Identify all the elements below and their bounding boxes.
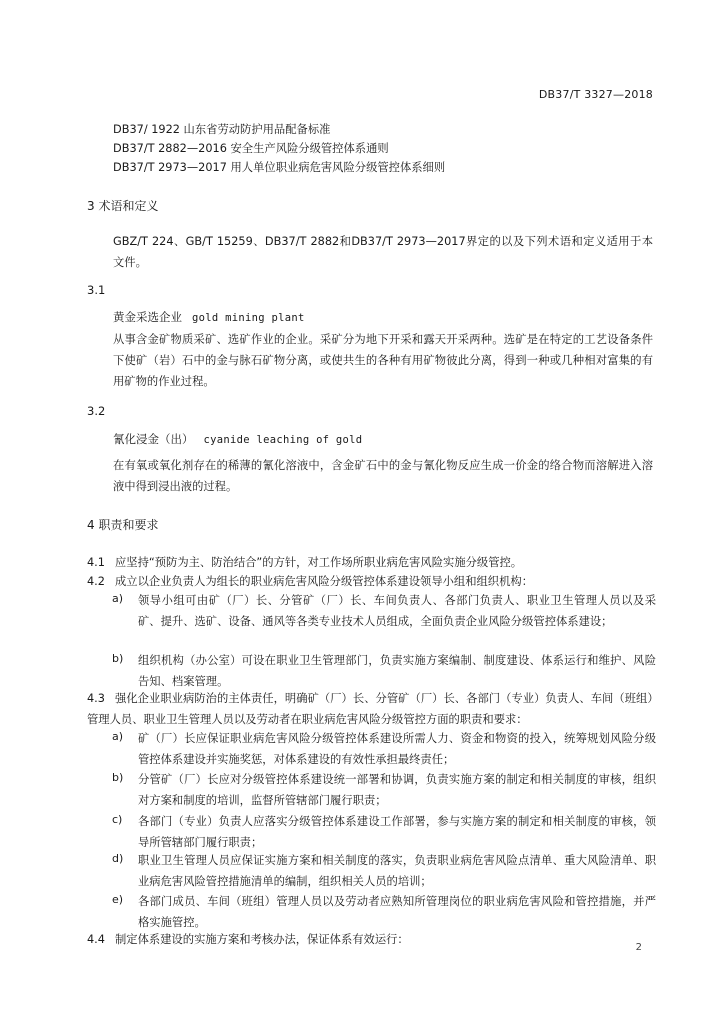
list-item-text: 分管矿（厂）长应对分级管控体系建设统一部署和协调，负责实施方案的制定和相关制度的审核，组织对方案和制度的培训，监督所管辖部门履行职责；	[138, 773, 656, 807]
list-item-text: 职业卫生管理人员应保证实施方案和相关制度的落实，负责职业病危害风险点清单、重大风险清单、职业病危害风险管控措施清单的编制，组织相关人员的培训；	[138, 854, 656, 888]
term-heading	[113, 431, 362, 447]
list-item-label: a)	[112, 592, 124, 605]
clause-text: 制定体系建设的实施方案和考核办法，保证体系有效运行：	[115, 933, 409, 946]
section-heading: 3 术语和定义	[87, 199, 159, 213]
clause-number: 4.3	[87, 692, 105, 705]
page-number: 2	[635, 942, 642, 953]
term-definition: 在有氧或氧化剂存在的稀薄的氰化溶液中，含金矿石中的金与氰化物反应生成一价金的络合物而溶解进入溶液中得到浸出液的过程。	[113, 459, 653, 493]
standard-code-header: DB37/T 3327—2018	[538, 88, 653, 101]
reference-item: DB37/ 1922 山东省劳动防护用品配备标准	[113, 123, 331, 136]
clause	[87, 688, 653, 730]
clause-number: 4.4	[87, 933, 105, 946]
term-english: cyanide leaching of gold	[203, 434, 363, 446]
term-chinese: 氰化浸金（出）	[113, 432, 194, 446]
clause	[87, 552, 653, 573]
list-item-label: b)	[112, 652, 124, 665]
clause	[87, 929, 653, 950]
clause-text: 成立以企业负责人为组长的职业病危害风险分级管控体系建设领导小组和组织机构：	[115, 575, 533, 588]
reference-item: DB37/T 2973—2017 用人单位职业病危害风险分级管控体系细则	[113, 161, 446, 174]
clause	[87, 571, 653, 592]
section-intro-paragraph: GBZ/T 224、GB/T 15259、DB37/T 2882和DB37/T 2973—2017界定的以及下列术语和定义适用于本文件。	[113, 235, 653, 269]
reference-item: DB37/T 2882—2016 安全生产风险分级管控体系通则	[113, 142, 389, 155]
term-definition: 从事含金矿物质采矿、选矿作业的企业。采矿分为地下开采和露天开采两种。选矿是在特定的工艺设备条件下使矿（岩）石中的金与脉石矿物分离，或使共生的各种有用矿物彼此分离，得到一种或几种相对富集的有用矿物的作业过程。	[113, 333, 653, 388]
list-item-text: 领导小组可由矿（厂）长、分管矿（厂）长、车间负责人、各部门负责人、职业卫生管理人员以及采矿、提升、选矿、设备、通风等各类专业技术人员组成，全面负责企业风险分级管控体系建设；	[138, 594, 656, 628]
clause-text: 应坚持“预防为主、防治结合”的方针，对工作场所职业病危害风险实施分级管控。	[115, 556, 523, 569]
term-number: 3.2	[87, 404, 106, 418]
list-item-label: a)	[112, 730, 124, 743]
list-item-text: 各部门（专业）负责人应落实分级管控体系建设工作部署，参与实施方案的制定和相关制度的审核，领导所管辖部门履行职责；	[138, 815, 656, 849]
term-heading	[113, 309, 305, 325]
section-heading: 4 职责和要求	[87, 518, 159, 532]
list-item-label: d)	[112, 852, 124, 865]
clause-text: 强化企业职业病防治的主体责任，明确矿（厂）长、分管矿（厂）长、各部门（专业）负责人、车间（班组）管理人员、职业卫生管理人员以及劳动者在职业病危害风险分级管控方面的职责和要求：	[87, 692, 653, 726]
term-english: gold mining plant	[192, 312, 305, 324]
term-number: 3.1	[87, 283, 106, 297]
clause-number: 4.1	[87, 556, 105, 569]
list-item-text: 组织机构（办公室）可设在职业卫生管理部门，负责实施方案编制、制度建设、体系运行和维护、风险告知、档案管理。	[138, 654, 656, 688]
clause-number: 4.2	[87, 575, 105, 588]
list-item-label: c)	[112, 813, 123, 826]
list-item-label: e)	[112, 893, 124, 906]
list-item-text: 各部门成员、车间（班组）管理人员以及劳动者应熟知所管理岗位的职业病危害风险和管控措施，并严格实施管控。	[138, 895, 656, 929]
list-item-label: b)	[112, 771, 124, 784]
term-chinese: 黄金采选企业	[113, 310, 182, 324]
list-item-text: 矿（厂）长应保证职业病危害风险分级管控体系建设所需人力、资金和物资的投入，统筹规划风险分级管控体系建设并实施奖惩，对体系建设的有效性承担最终责任；	[138, 732, 656, 766]
